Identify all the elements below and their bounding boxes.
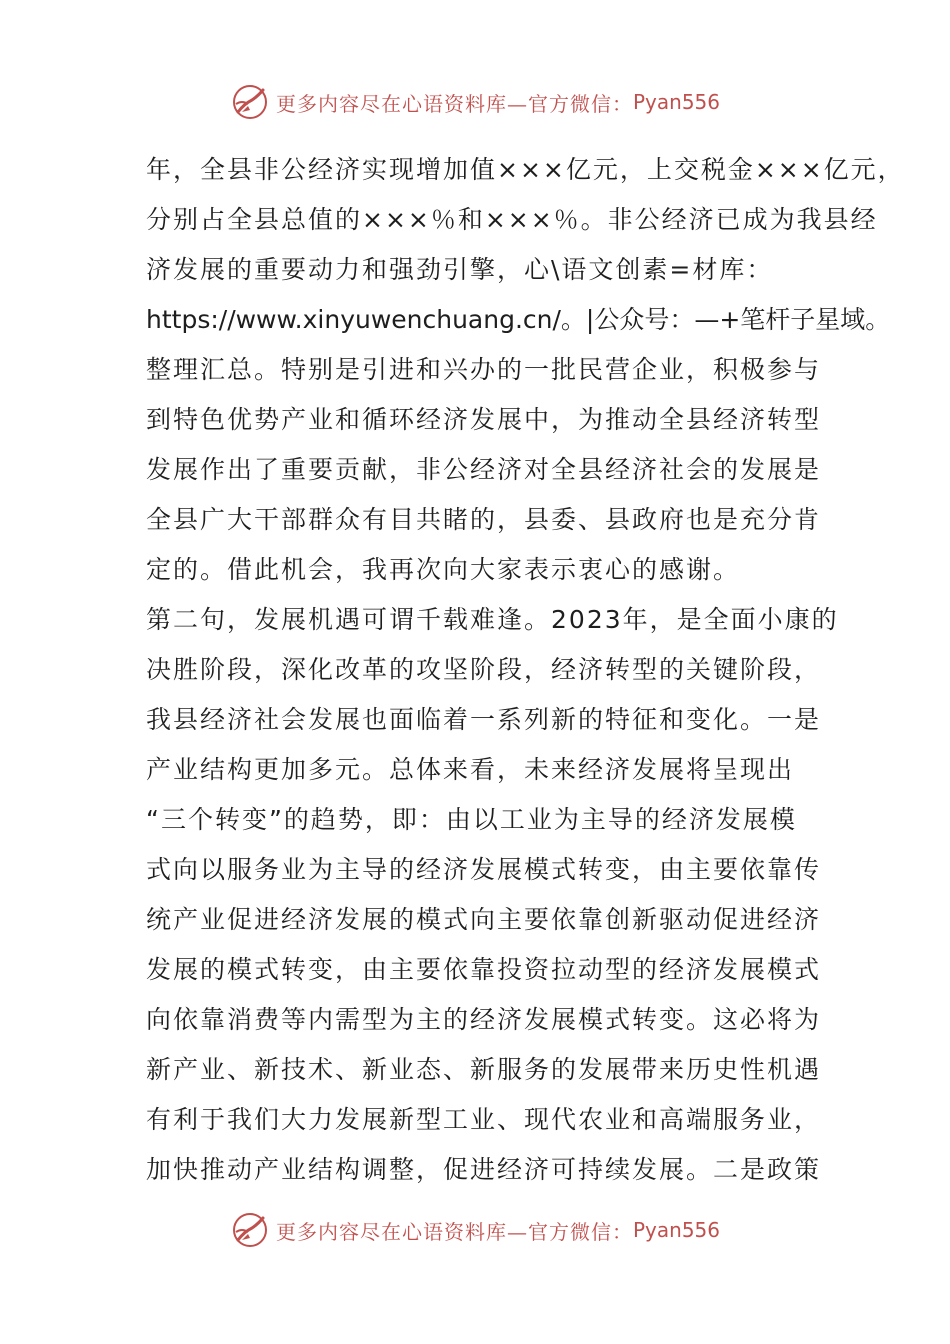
body-line: 年，全县非公经济实现增加值×××亿元，上交税金×××亿元，	[146, 155, 905, 184]
body-line: 加快推动产业结构调整，促进经济可持续发展。二是政策	[146, 1155, 822, 1184]
body-line-url: https://www.xinyuwenchuang.cn/。|公众号：—+笔杆子星域。	[146, 305, 891, 334]
pen-logo-icon	[230, 1210, 270, 1250]
body-line: 新产业、新技术、新业态、新服务的发展带来历史性机遇	[146, 1055, 822, 1084]
body-line: 式向以服务业为主导的经济发展模式转变，由主要依靠传	[146, 855, 822, 884]
body-line: 整理汇总。特别是引进和兴办的一批民营企业，积极参与	[146, 355, 822, 384]
body-line: 统产业促进经济发展的模式向主要依靠创新驱动促进经济	[146, 905, 822, 934]
body-line: 分别占全县总值的×××％和×××％。非公经济已成为我县经	[146, 205, 878, 234]
body-line: 定的。借此机会，我再次向大家表示衷心的感谢。	[146, 555, 741, 584]
footer-wechat-id: Pyan556	[632, 1218, 720, 1242]
body-line: 全县广大干部群众有目共睹的，县委、县政府也是充分肯	[146, 505, 822, 534]
header-wechat-id: Pyan556	[632, 90, 720, 114]
body-line: 发展的模式转变，由主要依靠投资拉动型的经济发展模式	[146, 955, 822, 984]
body-line: 有利于我们大力发展新型工业、现代农业和高端服务业，	[146, 1105, 822, 1134]
body-line: 发展作出了重要贡献，非公经济对全县经济社会的发展是	[146, 455, 822, 484]
header-text: 更多内容尽在心语资料库—官方微信：	[275, 91, 633, 116]
body-line: 决胜阶段，深化改革的攻坚阶段，经济转型的关键阶段，	[146, 655, 822, 684]
body-line: 第二句，发展机遇可谓千载难逢。2023年，是全面小康的	[146, 605, 839, 634]
header-banner	[0, 80, 950, 124]
footer-banner	[0, 1208, 950, 1252]
body-line: 到特色优势产业和循环经济发展中，为推动全县经济转型	[146, 405, 822, 434]
footer-text: 更多内容尽在心语资料库—官方微信：	[275, 1219, 633, 1244]
body-line: 我县经济社会发展也面临着一系列新的特征和变化。一是	[146, 705, 822, 734]
body-line: “三个转变”的趋势，即：由以工业为主导的经济发展模	[146, 805, 797, 834]
body-line: 向依靠消费等内需型为主的经济发展模式转变。这必将为	[146, 1005, 822, 1034]
document-body	[146, 145, 905, 1195]
body-line: 济发展的重要动力和强劲引擎，心\语文创素=材库：	[146, 255, 774, 284]
pen-logo-icon	[230, 82, 270, 122]
body-line: 产业结构更加多元。总体来看，未来经济发展将呈现出	[146, 755, 795, 784]
